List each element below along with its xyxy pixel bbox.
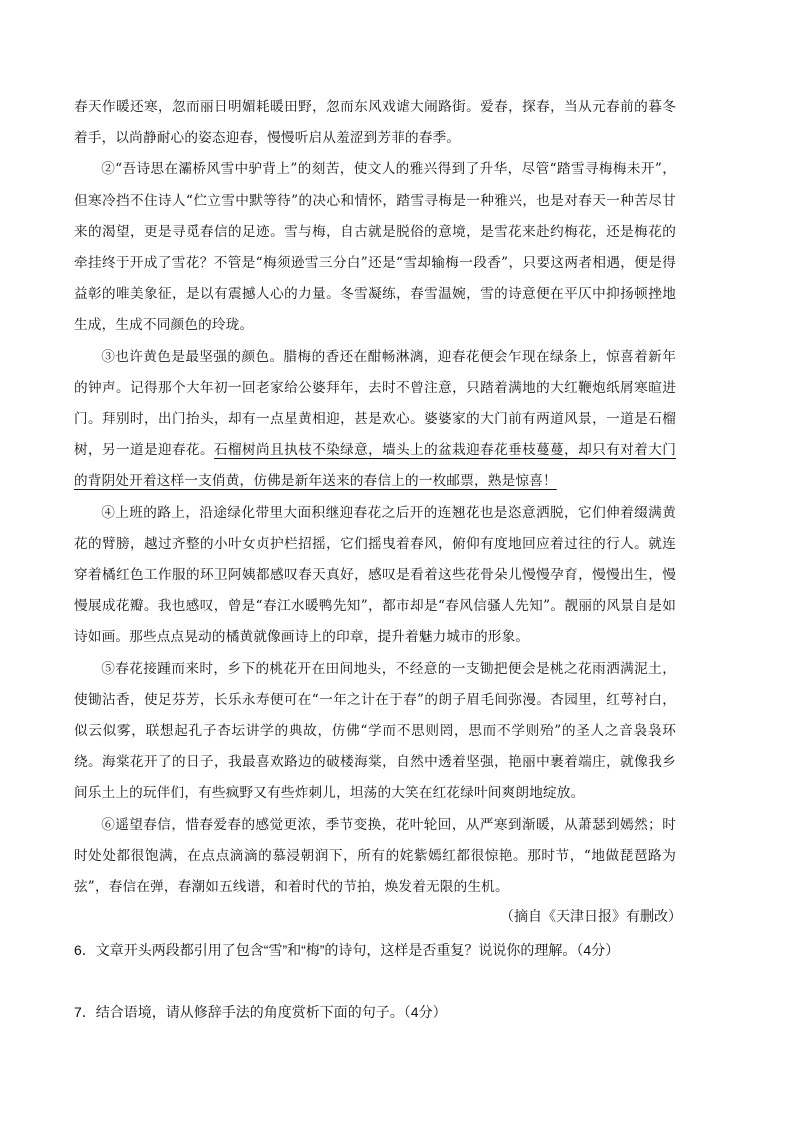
question-6: 6．文章开头两段都引用了包含“雪”和“梅”的诗句，这样是否重复？说说你的理解。（4分）	[74, 942, 620, 958]
paragraph-3-text: ③也许黄色是最坚强的颜色。腊梅的香还在酣畅淋漓，迎春花便会乍现在绿条上，惊喜着新年的钟声。记得那个大年初一回老家给公婆拜年，去时不曾注意，只踏着满地的大红鞭炮纸屑寒暄进门。拜别时，出门抬头，却有一点星黄相迎，甚是欢心。婆婆家的大门前有两道风景，一道是石榴树，另一道是迎春花。	[74, 348, 676, 459]
reading-passage	[74, 92, 676, 903]
paragraph-5: ⑤春花接踵而来时，乡下的桃花开在田间地头，不经意的一支锄把便会是桃之花雨洒满泥土，使锄沾香，使足芬芳，长乐永寿便可在“一年之计在于春”的朗子眉毛间弥漫。杏园里，红萼衬白，似云似雾，联想起孔子杏坛讲学的典故，仿佛“学而不思则罔，思而不学则殆”的圣人之音袅袅环绕。海棠花开了的日子，我最喜欢路边的破楼海棠，自然中透着坚强，艳丽中裹着端庄，就像我乡间乐土上的玩伴们，有些疯野又有些炸刺儿，坦荡的大笑在红花绿叶间爽朗地绽放。	[74, 660, 676, 802]
paragraph-6: ⑥遥望春信，惜春爱春的感觉更浓，季节变换，花叶轮回，从严寒到渐暖，从萧瑟到嫣然；时时处处都很饱满，在点点滴滴的慕浸朝润下，所有的姹紫嫣红都很惊艳。那时节，“地做琵琶路为弦”，春信在弹，春潮如五线谱，和着时代的节拍，焕发着无限的生机。	[74, 816, 676, 896]
paragraph-1: 春天作暖还寒，忽而丽日明媚耗暖田野，忽而东风戏谑大闹路街。爱春，探春，当从元春前的暮冬着手，以尚静耐心的姿态迎春，慢慢听启从羞涩到芳菲的春季。	[74, 99, 676, 147]
question-7: 7．结合语境，请从修辞手法的角度赏析下面的句子。（4分）	[74, 1004, 447, 1020]
paragraph-4: ④上班的路上，沿途绿化带里大面积继迎春花之后开的连翘花也是恣意洒脱，它们伸着缀满黄花的臂膀，越过齐整的小叶女贞护栏招摇，它们摇曳着春风，俯仰有度地回应着过往的行人。就连穿着橘红色工作服的环卫阿姨都感叹春天真好，感叹是看着这些花骨朵儿慢慢孕育，慢慢出生，慢慢展成花瓣。我也感叹，曾是“春江水暖鸭先知”，都市却是“春风信骚人先知”。靓丽的风景自是如诗如画。那些点点晃动的橘黄就像画诗上的印章，提升着魅力城市的形象。	[74, 504, 676, 646]
underlined-sentence: 石榴树尚且执枝不染绿意，墙头上的盆栽迎春花垂枝蔓蔓，却只有对着大门的背阴处开着这样一支俏黄，仿佛是新年送来的春信上的一枚邮票，熟是惊喜！	[74, 442, 676, 490]
paragraph-2: ②“吾诗思在灞桥风雪中驴背上”的刻苦，使文人的雅兴得到了升华，尽管“踏雪寻梅梅未开”，但寒冷挡不住诗人“伫立雪中默等待”的决心和情怀，踏雪寻梅是一种雅兴，也是对春天一种苦尽甘来的渴望，更是寻觅春信的足迹。雪与梅，自古就是脱俗的意境，是雪花来赴约梅花，还是梅花的牵挂终于开成了雪花？不管是“梅须逊雪三分白”还是“雪却输梅一段香”，只要这两者相遇，便是得益彰的唯美象征，是以有震撼人心的力量。冬雪凝练，春雪温婉，雪的诗意便在平仄中抑扬顿挫地生成，生成不同颜色的玲珑。	[74, 161, 676, 334]
source-citation: （摘自《天津日报》有删改）	[500, 908, 682, 924]
paragraph-3	[74, 342, 676, 498]
